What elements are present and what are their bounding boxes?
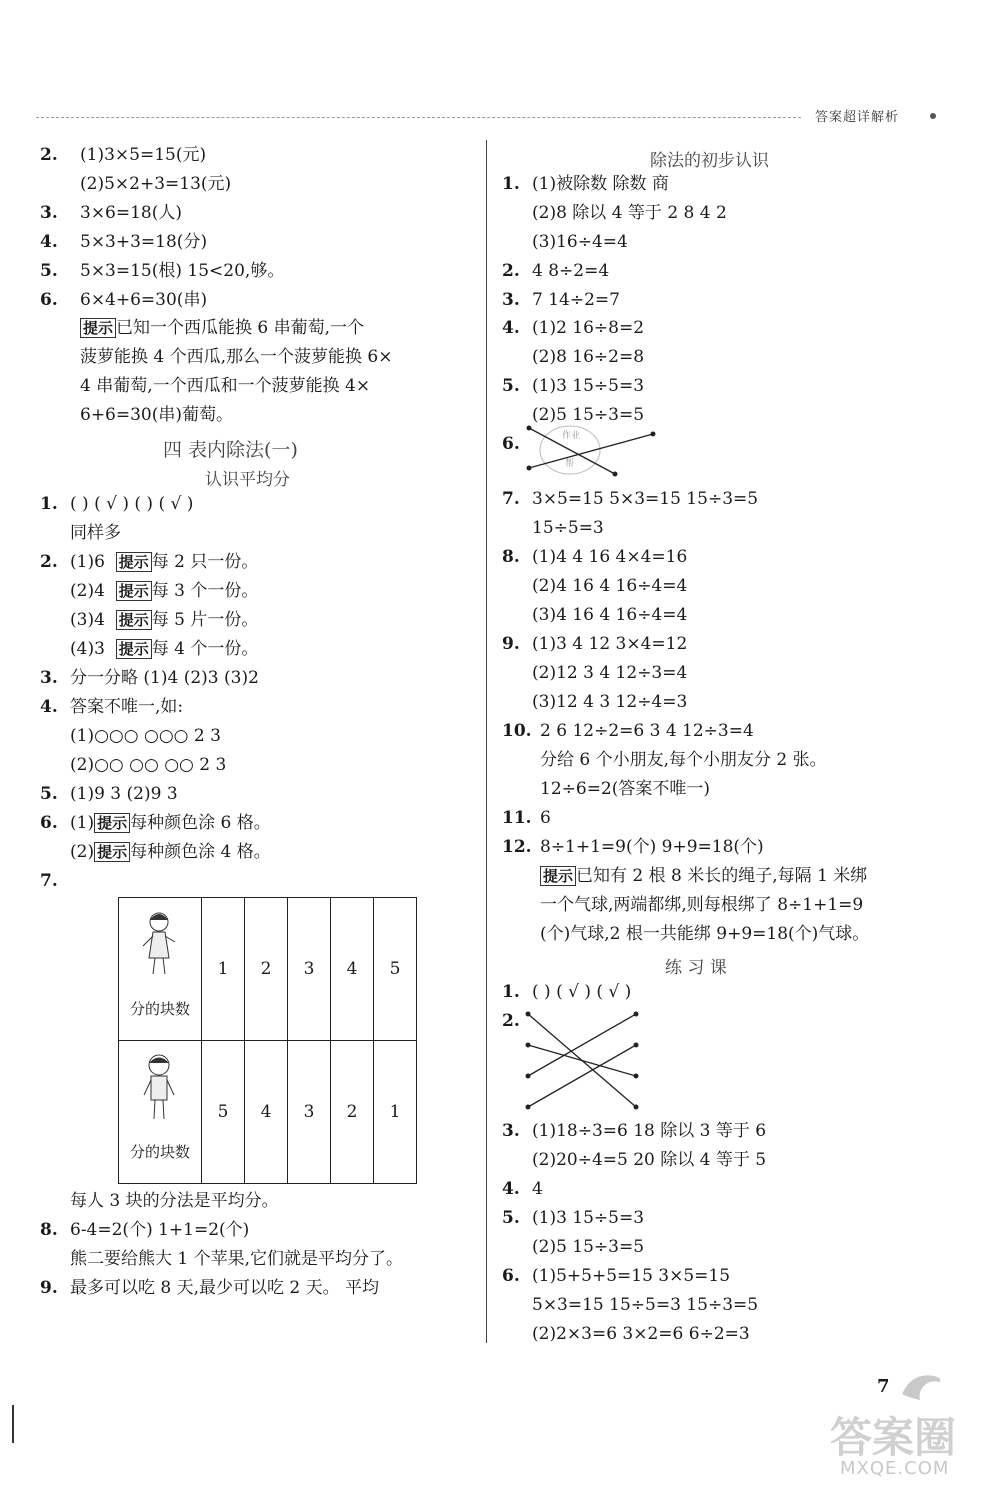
- hint-badge: 提示: [80, 318, 116, 338]
- header-dot-icon: [930, 113, 936, 119]
- margin-bar: [12, 1405, 14, 1443]
- page-number: 7: [877, 1376, 890, 1397]
- answer-line: 3. 分一分略 (1)4 (2)3 (3)2: [40, 668, 259, 688]
- answer-line: (2)5 15÷3=5: [532, 1237, 645, 1257]
- answer-line: 1. ( ) ( √ ) ( √ ): [502, 982, 632, 1002]
- answer-line: 15÷5=3: [532, 518, 604, 538]
- hint-line: 菠萝能换 4 个西瓜,那么一个菠萝能换 6×: [80, 347, 393, 367]
- answer-line: 7. 3×5=15 5×3=15 15÷3=5: [502, 489, 759, 509]
- header-title: 答案超详解析: [815, 110, 900, 125]
- answer-line: (4)3 提示 每 4 个一份。: [70, 639, 259, 659]
- answer-line: 4. 5×3+3=18(分): [40, 232, 208, 252]
- table-cell: [119, 898, 202, 1041]
- section-title: 除法的初步认识: [650, 151, 769, 171]
- row-label: 分的块数: [129, 1143, 190, 1161]
- answer-line: 5. (1)3 15÷5=3: [502, 376, 645, 396]
- answer-line: 9. 最多可以吃 8 天,最少可以吃 2 天。 平均: [40, 1278, 380, 1298]
- answer-line: (2)5×2+3=13(元): [80, 174, 232, 194]
- column-divider: [486, 140, 487, 1343]
- hint-badge: 提示: [540, 866, 576, 886]
- dolphin-icon: [898, 1368, 944, 1404]
- stamp-text-top: 作业: [562, 431, 581, 441]
- answer-line: 7.: [40, 871, 58, 891]
- answer-line: 分给 6 个小朋友,每个小朋友分 2 张。: [540, 750, 827, 770]
- answer-line: 6.: [502, 434, 520, 454]
- table-cell: 2: [245, 898, 288, 1041]
- table-cell: [119, 1041, 202, 1184]
- answer-line: 3. 7 14÷2=7: [502, 290, 620, 310]
- boy-icon: [129, 1049, 189, 1129]
- answer-line: 2.: [502, 1011, 520, 1031]
- table-cell: 5: [374, 898, 417, 1041]
- hint-badge: 提示: [94, 813, 130, 833]
- answer-line: (2)2×3=6 3×2=6 6÷2=3: [532, 1324, 750, 1344]
- watermark-url: MXQE.COM: [840, 1458, 950, 1479]
- answer-line: (2)5 15÷3=5: [532, 405, 645, 425]
- hint-line: 提示 已知一个西瓜能换 6 串葡萄,一个: [80, 316, 364, 340]
- answer-line: 8. 6-4=2(个) 1+1=2(个): [40, 1220, 250, 1240]
- header-divider: [36, 117, 801, 118]
- answer-line: (2)4 提示 每 3 个一份。: [70, 581, 259, 601]
- table-cell: 1: [374, 1041, 417, 1184]
- answer-line: 6. (1)5+5+5=15 3×5=15: [502, 1266, 731, 1286]
- answer-line: 4. 答案不唯一,如:: [40, 697, 184, 717]
- answer-line: (3)4 提示 每 5 片一份。: [70, 610, 259, 630]
- answer-line: 3. (1)18÷3=6 18 除以 3 等于 6: [502, 1121, 767, 1141]
- answer-line: 12÷6=2(答案不唯一): [540, 779, 711, 799]
- table-cell: 2: [331, 1041, 374, 1184]
- section-title: 认识平均分: [205, 470, 290, 490]
- row-label: 分的块数: [129, 1000, 190, 1018]
- answer-line: 1. ( ) ( √ ) ( ) ( √ ): [40, 494, 194, 514]
- matching-lines-diagram: [522, 1008, 652, 1114]
- table-cell: 4: [245, 1041, 288, 1184]
- answer-line: 10. 2 6 12÷2=6 3 4 12÷3=4: [502, 721, 754, 741]
- table-cell: 5: [202, 1041, 245, 1184]
- table-cell: 3: [288, 1041, 331, 1184]
- answer-line: 2. (1)3×5=15(元): [40, 145, 207, 165]
- answer-line: 3. 3×6=18(人): [40, 203, 183, 223]
- answer-line: 2. 4 8÷2=4: [502, 261, 610, 281]
- answer-line: 9. (1)3 4 12 3×4=12: [502, 634, 688, 654]
- answer-line: 5. (1)9 3 (2)9 3: [40, 784, 178, 804]
- answer-line: 11. 6: [502, 808, 551, 828]
- hint-badge: 提示: [116, 581, 152, 601]
- answer-line: (3)4 16 4 16÷4=4: [532, 605, 688, 625]
- answer-line: 2. (1)6 提示 每 2 只一份。: [40, 552, 259, 572]
- answer-line: (2)4 16 4 16÷4=4: [532, 576, 688, 596]
- answer-line: 6. (1) 提示 每种颜色涂 6 格。: [40, 813, 271, 833]
- hint-line: 提示 已知有 2 根 8 米长的绳子,每隔 1 米绑: [540, 864, 867, 888]
- answer-line: 5×3=15 15÷5=3 15÷3=5: [532, 1295, 759, 1315]
- answer-line: (3)16÷4=4: [532, 232, 628, 252]
- answer-line: 8. (1)4 4 16 4×4=16: [502, 547, 688, 567]
- answer-line: 5. 5×3=15(根) 15<20,够。: [40, 261, 285, 281]
- hint-badge: 提示: [116, 610, 152, 630]
- chapter-title: 四 表内除法(一): [163, 439, 298, 461]
- hint-line: (个)气球,2 根一共能绑 9+9=18(个)气球。: [540, 924, 870, 944]
- table-row: [119, 1041, 417, 1184]
- answer-line: (2)○○ ○○ ○○ 2 3: [70, 755, 227, 775]
- table-row: [119, 898, 417, 1041]
- answer-line: (3)12 4 3 12÷4=3: [532, 692, 688, 712]
- hint-line: 4 串葡萄,一个西瓜和一个菠萝能换 4×: [80, 376, 371, 396]
- table-cell: 1: [202, 898, 245, 1041]
- stamp-text-bottom: 帮: [565, 459, 575, 469]
- answer-line: 6. 6×4+6=30(串): [40, 290, 208, 310]
- answer-line: (2)12 3 4 12÷3=4: [532, 663, 688, 683]
- section-title: 练 习 课: [665, 958, 727, 978]
- answer-line: 每人 3 块的分法是平均分。: [70, 1191, 279, 1211]
- answer-line: (2)8 16÷2=8: [532, 347, 645, 367]
- hint-badge: 提示: [94, 842, 130, 862]
- hint-badge: 提示: [116, 639, 152, 659]
- answer-line: (2)8 除以 4 等于 2 8 4 2: [532, 203, 727, 223]
- division-table: [118, 897, 417, 1184]
- hint-line: 6+6=30(串)葡萄。: [80, 405, 234, 425]
- answer-line: 4. (1)2 16÷8=2: [502, 318, 645, 338]
- answer-line: 同样多: [70, 523, 121, 543]
- girl-icon: [129, 906, 189, 986]
- answer-line: 4. 4: [502, 1179, 543, 1199]
- answer-line: (1)○○○ ○○○ 2 3: [70, 726, 221, 746]
- answer-line: (2) 提示 每种颜色涂 4 格。: [70, 842, 271, 862]
- hint-badge: 提示: [116, 552, 152, 572]
- table-cell: 4: [331, 898, 374, 1041]
- answer-line: 1. (1)被除数 除数 商: [502, 174, 669, 194]
- answer-line: 12. 8÷1+1=9(个) 9+9=18(个): [502, 837, 764, 857]
- watermark-logo: 答案圈: [830, 1413, 957, 1462]
- hint-line: 一个气球,两端都绑,则每根绑了 8÷1+1=9: [540, 895, 864, 915]
- matching-lines-diagram: [525, 420, 665, 482]
- table-cell: 3: [288, 898, 331, 1041]
- answer-line: 5. (1)3 15÷5=3: [502, 1208, 645, 1228]
- answer-line: (2)20÷4=5 20 除以 4 等于 5: [532, 1150, 767, 1170]
- answer-line: 熊二要给熊大 1 个苹果,它们就是平均分了。: [70, 1249, 404, 1269]
